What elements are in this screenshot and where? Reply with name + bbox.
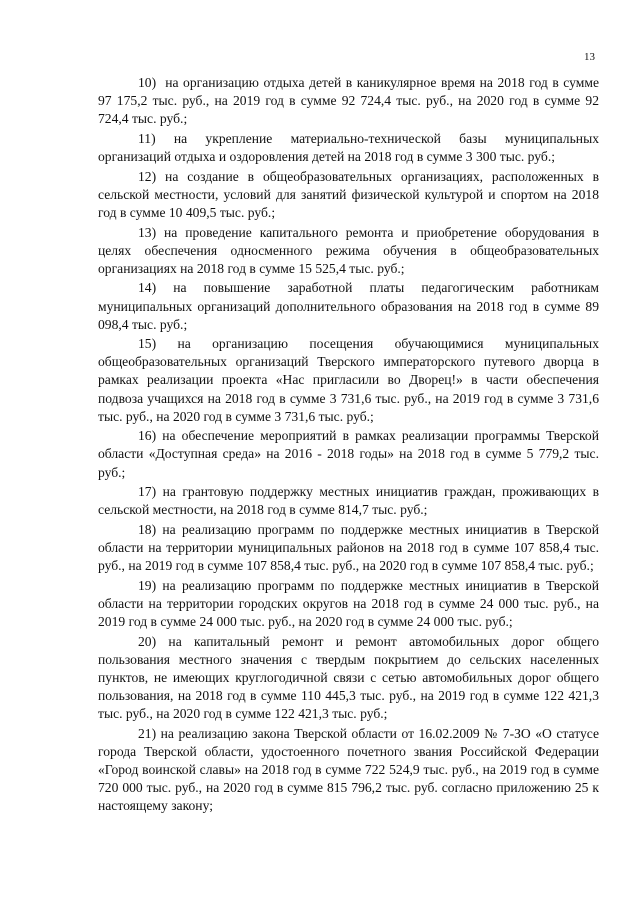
page-number: 13: [584, 51, 595, 63]
document-body: [98, 74, 599, 817]
list-item: 11) на укрепление материально-технической базы муниципальных организаций отдыха и оздоровления детей на 2018 год в сумме 3 300 тыс. руб.;: [98, 130, 599, 164]
list-item: 20) на капитальный ремонт и ремонт автомобильных дорог общего пользования местного значения с твердым покрытием до сельских населенных пунктов, не имеющих круглогодичной связи с сетью автомобильных дорог общего пользования, на 2018 год в сумме 110 445,3 тыс. руб., на 2019 год в сумме 122 421,3 тыс. руб., на 2020 год в сумме 122 421,3 тыс. руб.;: [98, 633, 599, 722]
list-item: 16) на обеспечение мероприятий в рамках реализации программы Тверской области «Доступная среда» на 2016 - 2018 годы» на 2018 год в сумме 5 779,2 тыс. руб.;: [98, 428, 599, 480]
list-item: 19) на реализацию программ по поддержке местных инициатив в Тверской области на территории городских округов на 2018 год в сумме 24 000 тыс. руб., на 2019 год в сумме 24 000 тыс. руб., на 2020 год в сумме 24 000 тыс. руб.;: [98, 577, 599, 630]
list-item: 18) на реализацию программ по поддержке местных инициатив в Тверской области на территории муниципальных районов на 2018 год в сумме 107 858,4 тыс. руб., на 2019 год в сумме 107 858,4 тыс. руб., на 2020 год в сумме 107 858,4 тыс. руб.;: [98, 522, 599, 574]
list-item: 14) на повышение заработной платы педагогическим работникам муниципальных организаций дополнительного образования на 2018 год в сумме 89 098,4 тыс. руб.;: [98, 280, 599, 332]
list-item: 12) на создание в общеобразовательных организациях, расположенных в сельской местности, условий для занятий физической культурой и спортом на 2018 год в сумме 10 409,5 тыс. руб.;: [98, 168, 599, 220]
list-item: 17) на грантовую поддержку местных инициатив граждан, проживающих в сельской местности, на 2018 год в сумме 814,7 тыс. руб.;: [98, 484, 599, 518]
list-item: 15) на организацию посещения обучающимися муниципальных общеобразовательных организаций Тверского императорского путевого дворца в рамках реализации проекта «Нас пригласили во Дворец!» в части обеспечения подвоза учащихся на 2018 год в сумме 3 731,6 тыс. руб., на 2019 год в сумме 3 731,6 тыс. руб., на 2020 год в сумме 3 731,6 тыс. руб.;: [98, 336, 599, 424]
list-item: 13) на проведение капитального ремонта и приобретение оборудования в целях обеспечения односменного режима обучения в общеобразовательных организациях на 2018 год в сумме 15 525,4 тыс. руб.;: [98, 224, 599, 276]
list-item: 21) на реализацию закона Тверской области от 16.02.2009 № 7-ЗО «О статусе города Тверской области, удостоенного почетного звания Российской Федерации «Город воинской славы» на 2018 год в сумме 722 524,9 тыс. руб., на 2019 год в сумме 720 000 тыс. руб., на 2020 год в сумме 815 796,2 тыс. руб. согласно приложению 25 к настоящему закону;: [98, 725, 599, 814]
list-item: 10) на организацию отдыха детей в каникулярное время на 2018 год в сумме 97 175,2 тыс. руб., на 2019 год в сумме 92 724,4 тыс. руб., на 2020 год в сумме 92 724,4 тыс. руб.;: [98, 75, 599, 127]
